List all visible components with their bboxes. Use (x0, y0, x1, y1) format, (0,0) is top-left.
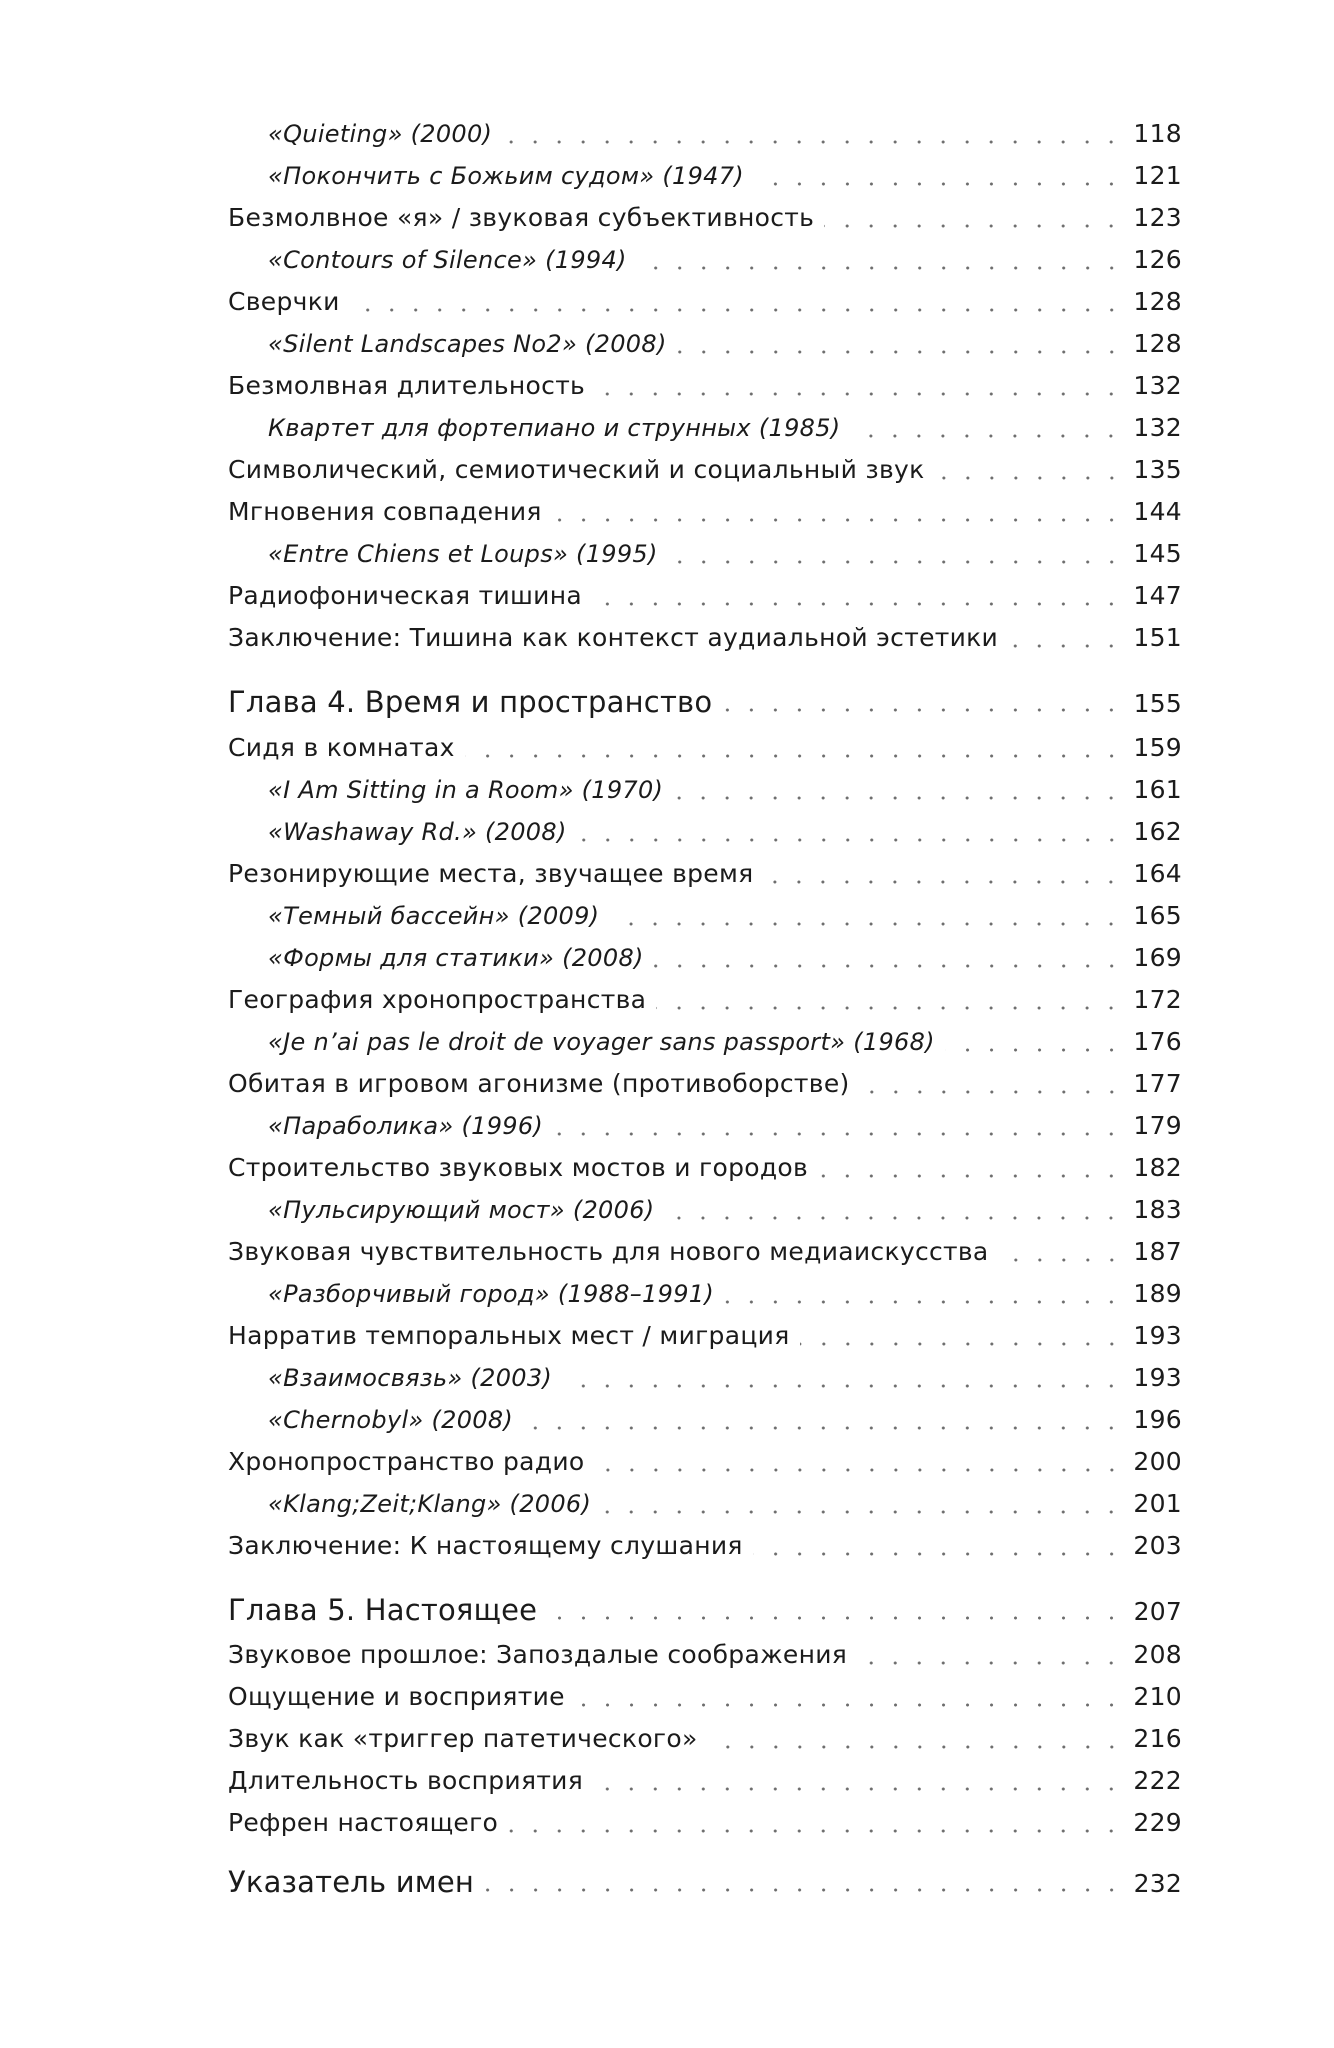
toc-entry-page-number: 222 (1133, 1766, 1182, 1795)
dot-leader (824, 224, 1123, 228)
toc-entry-section (228, 1148, 1182, 1188)
toc-entry-page-number: 128 (1133, 287, 1182, 316)
toc-entry-sub (268, 1190, 1182, 1230)
toc-entry-title: Хронопространство радио (228, 1447, 585, 1476)
toc-entry-title: «Contours of Silence» (1994) (268, 246, 627, 274)
dot-leader (668, 560, 1124, 564)
toc-entry-title: «Chernobyl» (2008) (268, 1406, 514, 1434)
toc-entry-title: Сидя в комнатах (228, 733, 455, 762)
toc-entry-page-number: 164 (1133, 859, 1182, 888)
toc-entry-page-number: 123 (1133, 203, 1182, 232)
dot-leader (860, 1090, 1124, 1094)
dot-leader (592, 602, 1123, 606)
toc-entry-page-number: 126 (1133, 245, 1182, 274)
toc-entry-title: Обитая в игровом агонизме (противоборстве) (228, 1069, 850, 1098)
toc-entry-sub (268, 770, 1182, 810)
dot-leader (547, 1616, 1124, 1620)
toc-entry-page-number: 128 (1133, 329, 1182, 358)
dot-leader (800, 1342, 1124, 1346)
toc-entry-page-number: 118 (1133, 119, 1182, 148)
dot-leader (484, 1888, 1124, 1892)
toc-entry-page-number: 176 (1133, 1027, 1182, 1056)
toc-entry-page-number: 162 (1133, 817, 1182, 846)
dot-leader (609, 922, 1123, 926)
toc-entry-sub (268, 896, 1182, 936)
toc-entry-sub (268, 114, 1182, 154)
dot-leader (465, 754, 1124, 758)
dot-leader (523, 1426, 1123, 1430)
dot-leader (763, 880, 1123, 884)
toc-entry-title: «I Am Sitting in a Room» (1970) (268, 776, 664, 804)
toc-entry-section (228, 1316, 1182, 1356)
toc-entry-title: Символический, семиотический и социальный звук (228, 455, 925, 484)
toc-entry-chapter (228, 682, 1182, 722)
dot-leader (577, 838, 1124, 842)
toc-entry-sub (268, 156, 1182, 196)
dot-leader (857, 1661, 1123, 1665)
toc-entry-section (228, 1803, 1182, 1843)
toc-entry-title: «Je n’ai pas le droit de voyager sans passport» (1968) (268, 1028, 935, 1056)
toc-entry-title: «Параболика» (1996) (268, 1112, 544, 1140)
toc-entry-title: «Silent Landscapes No2» (2008) (268, 330, 667, 358)
toc-entry-sub (268, 408, 1182, 448)
toc-entry-page-number: 193 (1133, 1321, 1182, 1350)
toc-entry-section (228, 618, 1182, 658)
dot-leader (677, 350, 1124, 354)
toc-entry-title: «Взаимосвязь» (2003) (268, 1364, 553, 1392)
toc-entry-page-number: 189 (1133, 1279, 1182, 1308)
dot-leader (552, 518, 1124, 522)
toc-entry-section (228, 450, 1182, 490)
toc-entry-sub (268, 324, 1182, 364)
toc-entry-title: Радиофоническая тишина (228, 581, 582, 610)
toc-entry-page-number: 201 (1133, 1489, 1182, 1518)
toc-entry-sub (268, 1484, 1182, 1524)
toc-entry-page-number: 203 (1133, 1531, 1182, 1560)
toc-entry-sub (268, 1106, 1182, 1146)
dot-leader (595, 392, 1123, 396)
toc-entry-title: «Klang;Zeit;Klang» (2006) (268, 1490, 592, 1518)
toc-entry-title: Заключение: Тишина как контекст аудиальной эстетики (228, 623, 999, 652)
dot-leader (945, 1048, 1124, 1052)
toc-entry-title: Звук как «триггер патетического» (228, 1724, 698, 1753)
toc-entry-sub (268, 1022, 1182, 1062)
toc-entry-section (228, 980, 1182, 1020)
toc-entry-page-number: 183 (1133, 1195, 1182, 1224)
toc-entry-page-number: 172 (1133, 985, 1182, 1014)
dot-leader (664, 1216, 1123, 1220)
dot-leader (818, 1174, 1123, 1178)
toc-entry-title: «Entre Chiens et Loups» (1995) (268, 540, 658, 568)
toc-entry-title: Нарратив темпоральных мест / миграция (228, 1321, 790, 1350)
toc-entry-title: Строительство звуковых мостов и городов (228, 1153, 809, 1182)
toc-entry-section (228, 1442, 1182, 1482)
toc-entry-page-number: 229 (1133, 1808, 1182, 1837)
toc-entry-section (228, 1526, 1182, 1566)
dot-leader (673, 796, 1123, 800)
toc-entry-title: Звуковое прошлое: Запоздалые соображения (228, 1640, 848, 1669)
dot-leader (553, 1132, 1123, 1136)
toc-entry-page-number: 135 (1133, 455, 1182, 484)
toc-entry-title: География хронопространства (228, 985, 647, 1014)
toc-entry-section (228, 576, 1182, 616)
toc-entry-title: «Покончить с Божьим судом» (1947) (268, 162, 744, 190)
toc-entry-title: «Пульсирующий мост» (2006) (268, 1196, 655, 1224)
toc-entry-sub (268, 1274, 1182, 1314)
toc-entry-sub (268, 240, 1182, 280)
toc-entry-title: «Разборчивый город» (1988–1991) (268, 1280, 714, 1308)
toc-entry-page-number: 177 (1133, 1069, 1182, 1098)
toc-entry-section (228, 854, 1182, 894)
toc-entry-page-number: 216 (1133, 1724, 1182, 1753)
dot-leader (350, 308, 1124, 312)
toc-entry-page-number: 208 (1133, 1640, 1182, 1669)
dot-leader (654, 964, 1124, 968)
toc-entry-page-number: 132 (1133, 371, 1182, 400)
toc-entry-page-number: 196 (1133, 1405, 1182, 1434)
toc-entry-section (228, 1761, 1182, 1801)
toc-entry-page-number: 193 (1133, 1363, 1182, 1392)
dot-leader (935, 476, 1124, 480)
toc-entry-page-number: 161 (1133, 775, 1182, 804)
toc-entry-page-number: 169 (1133, 943, 1182, 972)
toc-entry-page-number: 232 (1133, 1869, 1182, 1898)
toc-entry-page-number: 147 (1133, 581, 1182, 610)
toc-entry-page-number: 182 (1133, 1153, 1182, 1182)
toc-entry-section (228, 366, 1182, 406)
toc-entry-title: Глава 5. Настоящее (228, 1593, 538, 1627)
toc-entry-section (228, 282, 1182, 322)
toc-entry-section (228, 1232, 1182, 1272)
toc-entry-page-number: 159 (1133, 733, 1182, 762)
toc-entry-page-number: 145 (1133, 539, 1182, 568)
dot-leader (593, 1787, 1123, 1791)
dot-leader (850, 434, 1123, 438)
toc-entry-page-number: 179 (1133, 1111, 1182, 1140)
dot-leader (637, 266, 1124, 270)
toc-entry-page-number: 151 (1133, 623, 1182, 652)
toc-entry-chapter (228, 1862, 1182, 1902)
toc-entry-chapter (228, 1590, 1182, 1630)
toc-entry-title: Глава 4. Время и пространство (228, 685, 713, 719)
toc-entry-page-number: 207 (1133, 1597, 1182, 1626)
toc-entry-section (228, 1719, 1182, 1759)
toc-entry-sub (268, 1358, 1182, 1398)
toc-entry-section (228, 1064, 1182, 1104)
toc-entry-page-number: 132 (1133, 413, 1182, 442)
toc-entry-title: «Формы для статики» (2008) (268, 944, 644, 972)
dot-leader (601, 1510, 1123, 1514)
toc-entry-page-number: 200 (1133, 1447, 1182, 1476)
toc-entry-page-number: 187 (1133, 1237, 1182, 1266)
toc-entry-section (228, 198, 1182, 238)
toc-entry-title: Заключение: К настоящему слушания (228, 1531, 743, 1560)
toc-entry-sub (268, 1400, 1182, 1440)
toc-entry-title: Рефрен настоящего (228, 1808, 499, 1837)
dot-leader (724, 1300, 1123, 1304)
dot-leader (754, 182, 1123, 186)
dot-leader (708, 1745, 1124, 1749)
dot-leader (1008, 644, 1123, 648)
dot-leader (753, 1552, 1124, 1556)
toc-entry-sub (268, 938, 1182, 978)
toc-entry-section (228, 1677, 1182, 1717)
toc-entry-title: Звуковая чувствительность для нового медиаискусства (228, 1237, 989, 1266)
toc-entry-page-number: 144 (1133, 497, 1182, 526)
toc-entry-title: «Quieting» (2000) (268, 120, 493, 148)
dot-leader (562, 1384, 1123, 1388)
toc-entry-section (228, 492, 1182, 532)
toc-entry-title: Безмолвная длительность (228, 371, 586, 400)
toc-entry-page-number: 210 (1133, 1682, 1182, 1711)
toc-entry-title: Квартет для фортепиано и струнных (1985) (268, 414, 841, 442)
toc-entry-title: «Темный бассейн» (2009) (268, 902, 600, 930)
toc-entry-title: Резонирующие места, звучащее время (228, 859, 754, 888)
toc-entry-page-number: 165 (1133, 901, 1182, 930)
toc-entry-title: Сверчки (228, 287, 340, 316)
dot-leader (575, 1703, 1124, 1707)
toc-entry-page-number: 155 (1133, 689, 1182, 718)
dot-leader (502, 140, 1123, 144)
dot-leader (508, 1829, 1123, 1833)
toc-entry-title: Мгновения совпадения (228, 497, 542, 526)
dot-leader (595, 1468, 1124, 1472)
toc-entry-section (228, 1635, 1182, 1675)
toc-entry-sub (268, 534, 1182, 574)
toc-entry-title: Длительность восприятия (228, 1766, 584, 1795)
toc-entry-section (228, 728, 1182, 768)
toc-entry-title: «Washaway Rd.» (2008) (268, 818, 567, 846)
toc-entry-page-number: 121 (1133, 161, 1182, 190)
toc-entry-sub (268, 812, 1182, 852)
toc-entry-title: Безмолвное «я» / звуковая субъективность (228, 203, 815, 232)
dot-leader (999, 1258, 1124, 1262)
dot-leader (722, 708, 1123, 712)
toc-entry-title: Указатель имен (228, 1865, 475, 1899)
dot-leader (656, 1006, 1123, 1010)
toc-entry-title: Ощущение и восприятие (228, 1682, 565, 1711)
